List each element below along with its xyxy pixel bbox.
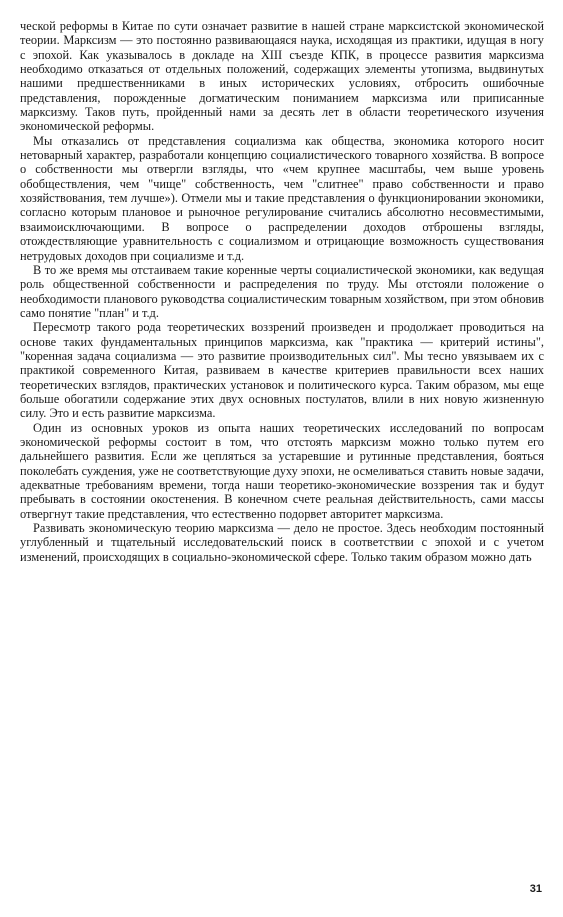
paragraph-3: В то же время мы отстаиваем такие коренные черты социалистической экономики, как ведущая роль общественной собственности и распределения по труду. Мы отстояли положение о необходимости планового руководства социалистическим товарным хозяйством, при этом обновив само понятие "план" и т.д.: [20, 262, 545, 320]
page-number: 31: [529, 883, 542, 895]
paragraph-2: Мы отказались от представления социализма как общества, экономика которого носит нетоварный характер, разработали концепцию социалистического товарного хозяйства. В вопросе о собственности мы отвергли взгляды, что «чем крупнее масштабы, чем выше уровень обобществления, чем "чище" собственность, чем "слитнее" право собственности и право хозяйствования, тем лучше»). Отмели мы и такие представления о функционировании экономики, согласно которым плановое и рыночное регулирование считались абсолютно несовместимыми, взаимоисключающими. В вопросе о распределении доходов отброшены взгляды, отождествляющие уравнительность с социализмом и отрицающие возможность существования нетрудовых доходов при социализме и т.д.: [20, 133, 544, 263]
paragraph-1: ческой реформы в Китае по сути означает развитие в нашей стране марксистской экономической теории. Марксизм — это постоянно развивающаяся наука, исходящая из практики, идущая в ногу с эпохой. Как указывалось в докладе на XIII съезде КПК, в процессе развития марксизма необходимо отказаться от отдельных положений, содержащих элементы утопизма, выдвинутых нашими предшественниками в иных исторических условиях, отбросить ошибочные представления, порожденные догматическим пониманием марксизма или приписанные марксизму. Таков путь, пройденный нами за десять лет в области теоретического изучения экономической реформы.: [20, 19, 544, 134]
paragraph-5: Один из основных уроков из опыта наших теоретических исследований по вопросам экономической реформы состоит в том, что отстоять марксизм можно только путем его дальнейшего развития. Если же цепляться за устаревшие и рутинные представления, бояться поколебать суждения, уже не соответствующие духу эпохи, не осмеливаться ставить новые задачи, адекватные требованиям времени, тогда наши теоретико-экономические воззрения так и будут пребывать в состоянии окостенения. В конечном счете реальная действительность, сами массы отвергнут такие представления, что естественно подорвет авторитет марксизма.: [20, 420, 544, 521]
paragraph-6: Развивать экономическую теорию марксизма — дело не простое. Здесь необходим постоянный углубленный и тщательный исследовательский поиск в соответствии с эпохой и с учетом изменений, происходящих в социально-экономической сфере. Только таким образом можно дать: [20, 521, 544, 564]
page-text: [20, 19, 544, 564]
paragraph-4: Пересмотр такого рода теоретических воззрений произведен и продолжает проводиться на основе таких фундаментальных принципов марксизма, как "практика — критерий истины", "коренная задача социализма — это развитие производительных сил". Мы тесно увязываем их с практикой современного Китая, развиваем в качестве критериев правильности всех наших теоретических взглядов, практических установок и политического курса. Таким образом, мы еще больше обогатили содержание этих двух основных постулатов, влили в них новую жизненную силу. Это и есть развитие марксизма.: [20, 320, 544, 421]
